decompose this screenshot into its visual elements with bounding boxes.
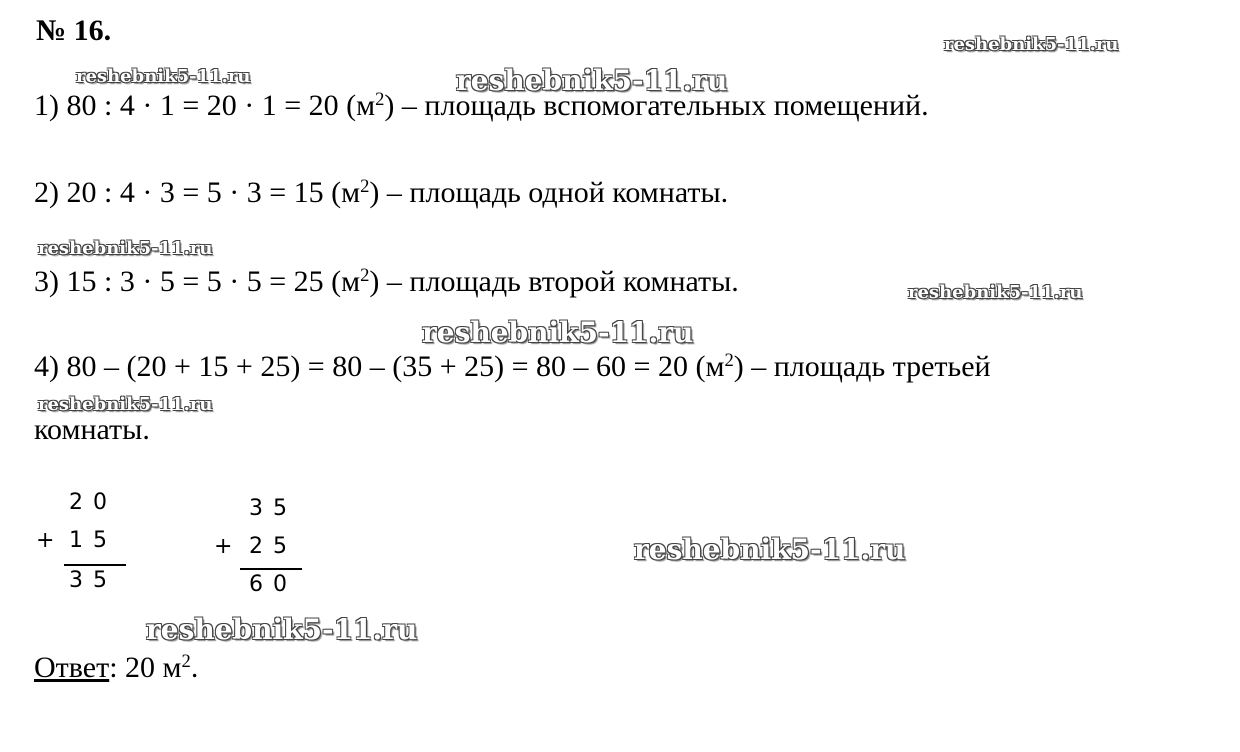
sum-result: 3 5 — [69, 568, 107, 593]
addend-top: 3 5 — [249, 496, 287, 521]
watermark: reshebnik5-11.ru — [38, 238, 213, 259]
addend-bottom: 1 5 — [69, 528, 107, 553]
plus-sign: + — [36, 528, 55, 553]
step-4: 4) 80 – (20 + 15 + 25) = 80 – (35 + 25) = 80 – 60 = 20 $(м^2)$ – площадь третьей — [34, 349, 991, 383]
addend-top: 2 0 — [69, 490, 107, 515]
watermark: reshebnik5-11.ru — [456, 64, 728, 97]
watermark: reshebnik5-11.ru — [908, 282, 1083, 303]
plus-sign: + — [214, 534, 233, 559]
column-addition-2 — [212, 496, 322, 606]
sum-result: 6 0 — [249, 572, 287, 597]
column-addition-1 — [34, 490, 144, 600]
step-4-continuation: комнаты. — [34, 413, 150, 446]
answer: Ответ: 20 $м^2$. — [34, 650, 199, 684]
step-1: 1) 80 : 4 · 1 = 20 · 1 = 20 $(м^2)$ – площадь вспомогательных помещений. — [34, 88, 929, 122]
watermark: reshebnik5-11.ru — [944, 34, 1119, 55]
addend-bottom: 2 5 — [249, 534, 287, 559]
sum-line — [240, 568, 302, 570]
answer-label: Ответ — [34, 651, 110, 684]
watermark: reshebnik5-11.ru — [634, 533, 906, 566]
step-2: 2) 20 : 4 · 3 = 5 · 3 = 15 $(м^2)$ – площадь одной комнаты. — [34, 175, 729, 209]
answer-value: 20 м — [125, 651, 182, 684]
watermark: reshebnik5-11.ru — [76, 66, 251, 87]
sum-line — [64, 564, 126, 566]
watermark: reshebnik5-11.ru — [38, 394, 213, 415]
watermark: reshebnik5-11.ru — [422, 316, 694, 349]
step-3: 3) 15 : 3 · 5 = 5 · 5 = 25 $(м^2)$ – площадь второй комнаты. — [34, 264, 739, 298]
watermark: reshebnik5-11.ru — [146, 613, 418, 646]
problem-number: № 16. — [36, 14, 112, 47]
